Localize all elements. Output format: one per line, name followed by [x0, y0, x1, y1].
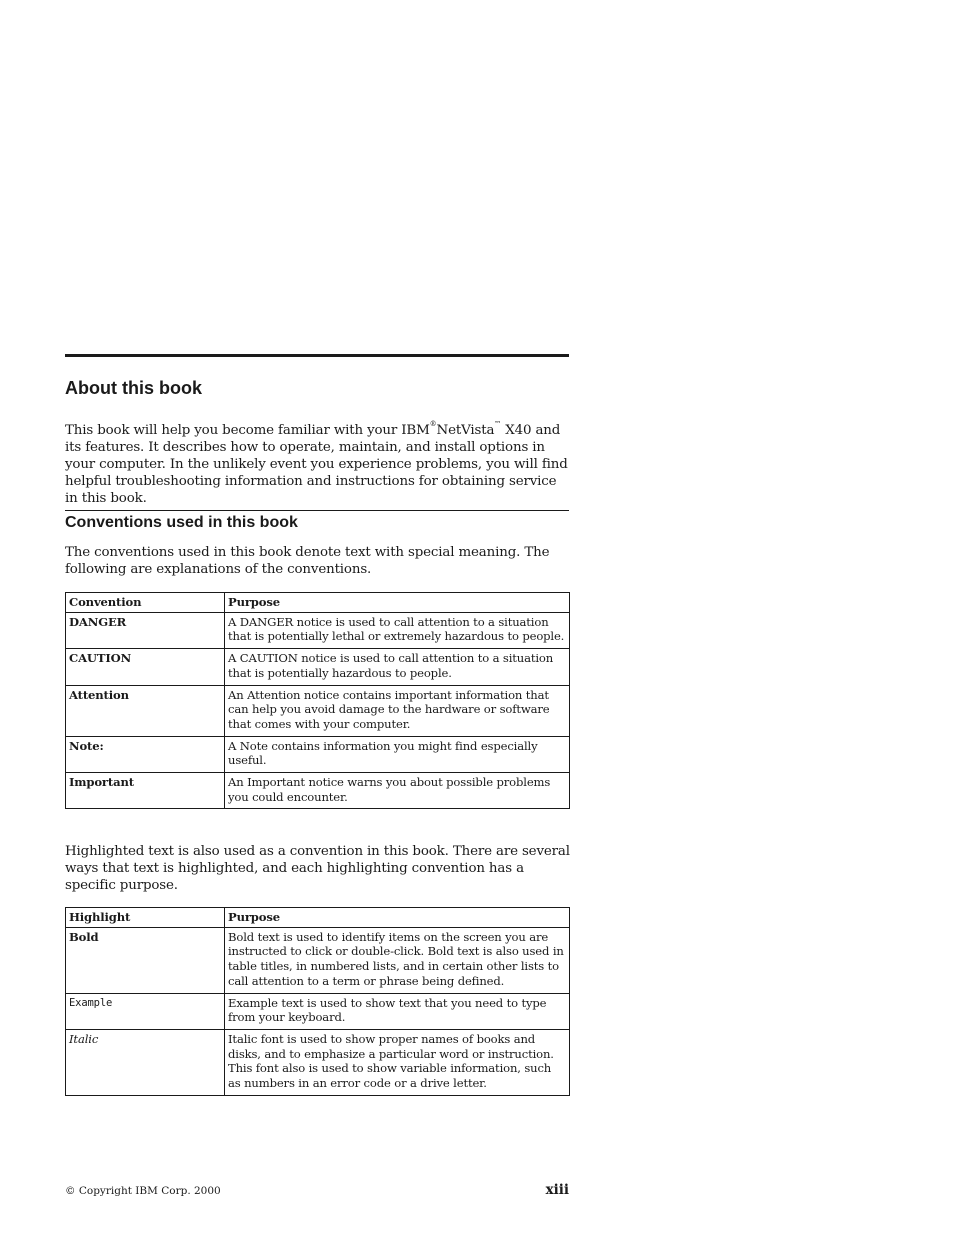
copyright-notice: © Copyright IBM Corp. 2000 — [65, 1185, 221, 1197]
table-row — [66, 993, 570, 1029]
registered-mark: ® — [429, 420, 437, 428]
column-header: Purpose — [225, 593, 570, 613]
table-row — [66, 612, 570, 648]
column-header: Highlight — [66, 908, 225, 928]
trademark-mark: ™ — [494, 420, 502, 428]
table-row — [66, 1029, 570, 1095]
conventions-intro: The conventions used in this book denote text with special meaning. The following are explanations of the conventions. — [65, 545, 550, 577]
convention-purpose: An Important notice warns you about possible problems you could encounter. — [225, 773, 570, 809]
convention-term: Note: — [66, 736, 225, 772]
convention-term: DANGER — [66, 612, 225, 648]
column-header: Purpose — [225, 908, 570, 928]
highlight-purpose: Bold text is used to identify items on the screen you are instructed to click or double-click. Bold text is also used in table titles, in numbered lists, and in certain other lists to call attention to a term or phrase being defined. — [225, 927, 570, 993]
highlight-term: Italic — [66, 1029, 225, 1095]
intro-text-part-1: This book will help you become familiar with your IBM — [65, 423, 430, 438]
highlight-term: Example — [66, 993, 225, 1029]
highlight-intro: Highlighted text is also used as a convention in this book. There are several ways that text is highlighted, and each highlighting convention has a specific purpose. — [65, 844, 570, 893]
intro-text-part-2: NetVista — [436, 423, 495, 438]
highlight-term: Bold — [66, 927, 225, 993]
convention-term: Important — [66, 773, 225, 809]
subsection-title: Conventions used in this book — [65, 514, 298, 531]
convention-term: Attention — [66, 685, 225, 736]
intro-paragraph — [65, 422, 571, 507]
intro-text-part-3: X40 and its features. It describes how to operate, maintain, and install options in your computer. In the unlikely event you experience problems, you will find helpful troubleshooting information and instructions for obtaining service in this book. — [65, 423, 568, 506]
table-row — [66, 736, 570, 772]
table-row — [66, 773, 570, 809]
conventions-table — [65, 592, 570, 809]
table-row — [66, 649, 570, 685]
page-number: xiii — [545, 1182, 569, 1198]
convention-term: CAUTION — [66, 649, 225, 685]
convention-purpose: A CAUTION notice is used to call attention to a situation that is potentially hazardous to people. — [225, 649, 570, 685]
convention-purpose: An Attention notice contains important information that can help you avoid damage to the hardware or software that comes with your computer. — [225, 685, 570, 736]
table-header-row — [66, 908, 570, 928]
column-header: Convention — [66, 593, 225, 613]
highlight-table — [65, 907, 570, 1096]
section-top-rule — [65, 354, 569, 357]
subsection-rule — [65, 510, 569, 511]
highlight-purpose: Italic font is used to show proper names of books and disks, and to emphasize a particular word or instruction. This font also is used to show variable information, such as numbers in an error code or a drive letter. — [225, 1029, 570, 1095]
convention-purpose: A DANGER notice is used to call attention to a situation that is potentially lethal or extremely hazardous to people. — [225, 612, 570, 648]
highlight-purpose: Example text is used to show text that you need to type from your keyboard. — [225, 993, 570, 1029]
table-row — [66, 685, 570, 736]
convention-purpose: A Note contains information you might find especially useful. — [225, 736, 570, 772]
table-row — [66, 927, 570, 993]
table-header-row — [66, 593, 570, 613]
page-title: About this book — [65, 378, 202, 398]
